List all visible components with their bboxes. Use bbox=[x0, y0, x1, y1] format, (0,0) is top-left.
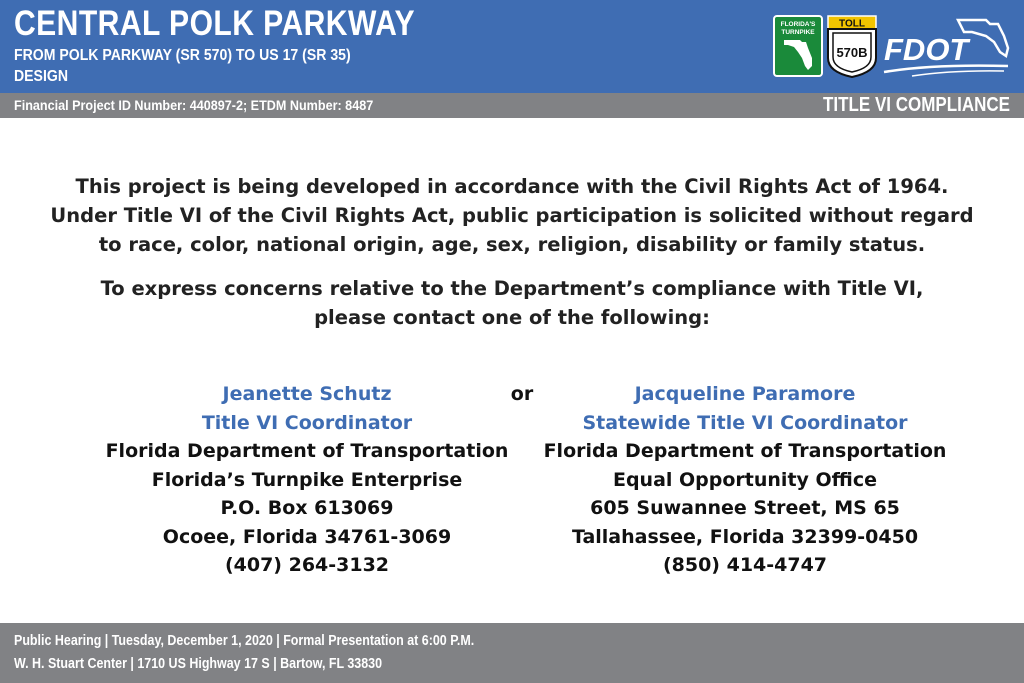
contact-name: Jacqueline Paramore bbox=[634, 383, 856, 405]
project-id-bar bbox=[0, 93, 1024, 118]
project-id-numbers: Financial Project ID Number: 440897-2; ETDM Number: 8487 bbox=[14, 97, 374, 113]
contact-title: Title VI Coordinator bbox=[201, 411, 413, 434]
agency-logos bbox=[772, 14, 1012, 80]
contact-office: Florida’s Turnpike Enterprise bbox=[151, 468, 463, 491]
para1-line3: to race, color, national origin, age, sex, religion, disability or family status. bbox=[98, 233, 926, 256]
contact-org: Florida Department of Transportation bbox=[543, 440, 947, 462]
header-banner bbox=[0, 0, 1024, 93]
toll-label: TOLL bbox=[839, 18, 865, 30]
toll-route-number: 570B bbox=[836, 45, 868, 60]
fdot-logo bbox=[884, 20, 1008, 76]
para1-line1: This project is being developed in accordance with the Civil Rights Act of 1964. bbox=[75, 175, 949, 198]
venue-info: W. H. Stuart Center | 1710 US Highway 17 S | Bartow, FL 33830 bbox=[14, 656, 383, 672]
fdot-wordmark: FDOT bbox=[884, 32, 969, 67]
toll-570b-shield bbox=[828, 16, 876, 77]
contact-phone: (850) 414-4747 bbox=[662, 554, 828, 576]
para1-line2: Under Title VI of the Civil Rights Act, public participation is solicited without regard bbox=[50, 204, 974, 227]
turnpike-line1: FLORIDA'S bbox=[780, 21, 816, 28]
section-title: TITLE VI COMPLIANCE bbox=[823, 94, 1010, 116]
contact-city: Ocoee, Florida 34761-3069 bbox=[162, 525, 452, 548]
phase-subtitle: DESIGN bbox=[14, 68, 68, 85]
contact-office: Equal Opportunity Office bbox=[612, 468, 878, 491]
contact-card-right bbox=[525, 380, 965, 580]
para2-line2: please contact one of the following: bbox=[314, 306, 710, 329]
contact-name: Jeanette Schutz bbox=[222, 383, 392, 405]
route-subtitle: FROM POLK PARKWAY (SR 570) TO US 17 (SR 35) bbox=[14, 47, 351, 64]
contact-separator: or bbox=[510, 383, 534, 405]
footer-bar bbox=[0, 623, 1024, 683]
contact-phone: (407) 264-3132 bbox=[224, 554, 390, 576]
turnpike-line2: TURNPIKE bbox=[781, 29, 815, 36]
contact-title: Statewide Title VI Coordinator bbox=[582, 411, 908, 434]
para2-line1: To express concerns relative to the Department’s compliance with Title VI, bbox=[100, 277, 924, 300]
contact-address: P.O. Box 613069 bbox=[220, 497, 394, 519]
hearing-info: Public Hearing | Tuesday, December 1, 2020 | Formal Presentation at 6:00 P.M. bbox=[14, 633, 475, 649]
contact-city: Tallahassee, Florida 32399-0450 bbox=[571, 525, 919, 548]
intro-text bbox=[0, 172, 1024, 332]
contact-card-left bbox=[87, 380, 527, 580]
contact-org: Florida Department of Transportation bbox=[105, 440, 509, 462]
florida-turnpike-logo bbox=[774, 16, 822, 76]
contact-address: 605 Suwannee Street, MS 65 bbox=[590, 497, 900, 519]
page-title: CENTRAL POLK PARKWAY bbox=[14, 4, 416, 43]
